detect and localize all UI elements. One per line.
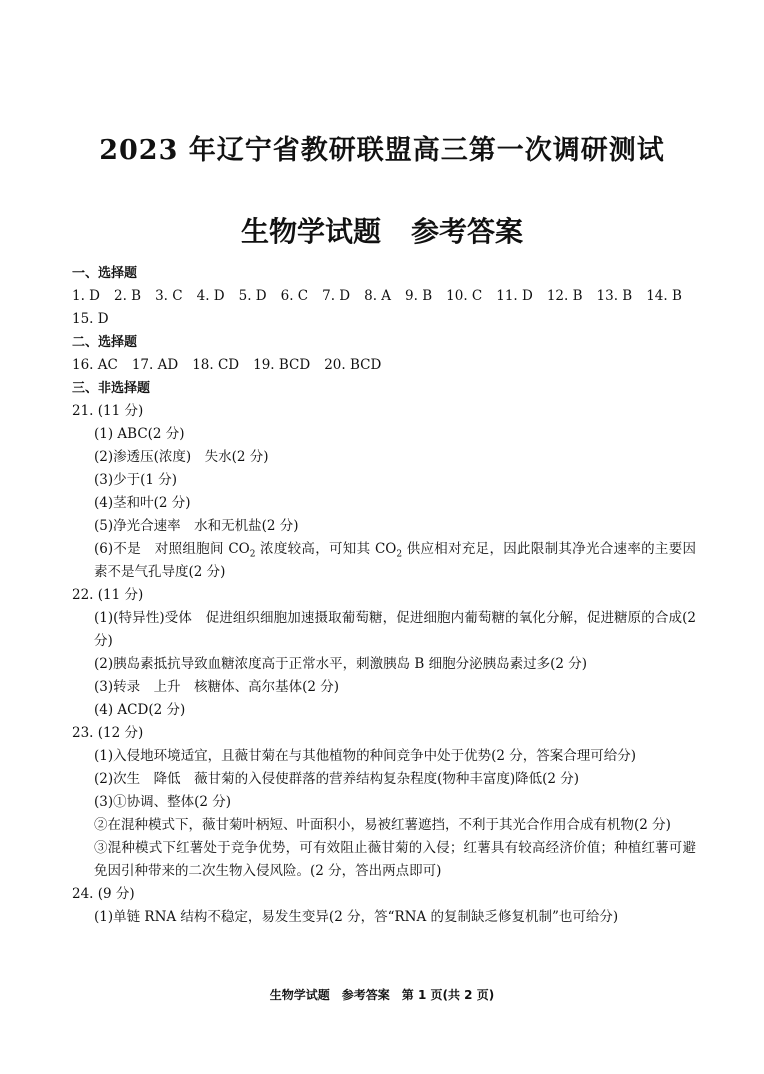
- answer-21-6: [72, 538, 696, 584]
- answer-23-3c: ③混种模式下红薯处于竞争优势，可有效阻止薇甘菊的入侵；红薯具有较高经济价值；种植红薯可避免因引种带来的二次生物入侵风险。(2 分，答出两点即可): [94, 840, 696, 879]
- question-22-heading: 22. (11 分): [72, 587, 144, 603]
- answer-22-4: (4) ACD(2 分): [94, 702, 186, 718]
- question-23-heading: 23. (12 分): [72, 725, 144, 741]
- mc-answer: 15. D: [72, 311, 109, 327]
- subscript: 2: [249, 549, 256, 560]
- mc-answer: 9. B: [405, 288, 433, 304]
- mc-answer: 19. BCD: [253, 357, 311, 373]
- mc-answer: 13. B: [596, 288, 633, 304]
- mc-answer: 17. AD: [131, 357, 179, 373]
- answer-21-2: (2)渗透压(浓度) 失水(2 分): [94, 449, 269, 465]
- mc-answer: 12. B: [546, 288, 583, 304]
- mc-answer: 16. AC: [72, 357, 118, 373]
- answer-content: [72, 262, 696, 929]
- subtitle-answer-key: 参考答案: [411, 215, 524, 248]
- mc-answer: 2. B: [114, 288, 142, 304]
- document-subtitle: [0, 210, 764, 250]
- mc-answer: 6. C: [280, 288, 309, 304]
- mc-answer: 20. BCD: [324, 357, 382, 373]
- subscript: 2: [396, 549, 403, 560]
- answer-text: 浓度较高，可知其 CO: [255, 541, 397, 557]
- answer-21-4: (4)茎和叶(2 分): [94, 495, 191, 511]
- section-1-heading: 一、选择题: [72, 266, 138, 281]
- answer-text: (6)不是 对照组胞间 CO: [94, 541, 250, 557]
- answer-24-1: (1)单链 RNA 结构不稳定，易发生变异(2 分，答“RNA 的复制缺乏修复机制”也可给分): [94, 909, 619, 925]
- answer-21-3: (3)少于(1 分): [94, 472, 178, 488]
- question-21-heading: 21. (11 分): [72, 403, 144, 419]
- document-title: 2023 年辽宁省教研联盟高三第一次调研测试: [99, 135, 665, 166]
- page-footer: 生物学试题 参考答案 第 1 页(共 2 页): [269, 988, 495, 1002]
- answer-21-1: (1) ABC(2 分): [94, 426, 185, 442]
- answer-23-2: (2)次生 降低 薇甘菊的入侵使群落的营养结构复杂程度(物种丰富度)降低(2 分): [94, 771, 580, 787]
- mc-answer: 8. A: [364, 288, 392, 304]
- question-24-heading: 24. (9 分): [72, 886, 135, 902]
- mc-answer: 4. D: [196, 288, 225, 304]
- mc-answer: 14. B: [646, 288, 682, 304]
- answer-22-3: (3)转录 上升 核糖体、高尔基体(2 分): [94, 679, 340, 695]
- section-2-heading: 二、选择题: [72, 335, 138, 350]
- mc-answer: 5. D: [238, 288, 267, 304]
- answer-22-1: (1)(特异性)受体 促进组织细胞加速摄取葡萄糖，促进细胞内葡萄糖的氧化分解，促进糖原的合成(2 分): [94, 610, 696, 649]
- answer-23-1: (1)入侵地环境适宜，且薇甘菊在与其他植物的种间竞争中处于优势(2 分，答案合理可给分): [94, 748, 637, 764]
- mc-answer: 7. D: [322, 288, 351, 304]
- section-2-answers: [72, 354, 696, 377]
- mc-answer: 10. C: [446, 288, 483, 304]
- mc-answer: 18. CD: [192, 357, 240, 373]
- mc-answer: 1. D: [72, 288, 100, 304]
- mc-answer: 3. C: [155, 288, 183, 304]
- answer-22-2: (2)胰岛素抵抗导致血糖浓度高于正常水平，刺激胰岛 B 细胞分泌胰岛素过多(2 分): [94, 656, 588, 672]
- answer-21-5: (5)净光合速率 水和无机盐(2 分): [94, 518, 299, 534]
- answer-text: 供应相对充足，因此限制其净光合速率的主要因素不是气孔导度(2 分): [94, 541, 697, 580]
- subtitle-subject: 生物学试题: [240, 215, 381, 248]
- section-3-heading: 三、非选择题: [72, 381, 151, 396]
- answer-23-3: (3)①协调、整体(2 分): [94, 794, 232, 810]
- section-1-answers: [72, 285, 696, 308]
- answer-23-3b: ②在混种模式下，薇甘菊叶柄短、叶面积小，易被红薯遮挡，不利于其光合作用合成有机物(2 分): [94, 817, 671, 833]
- mc-answer: 11. D: [496, 288, 533, 304]
